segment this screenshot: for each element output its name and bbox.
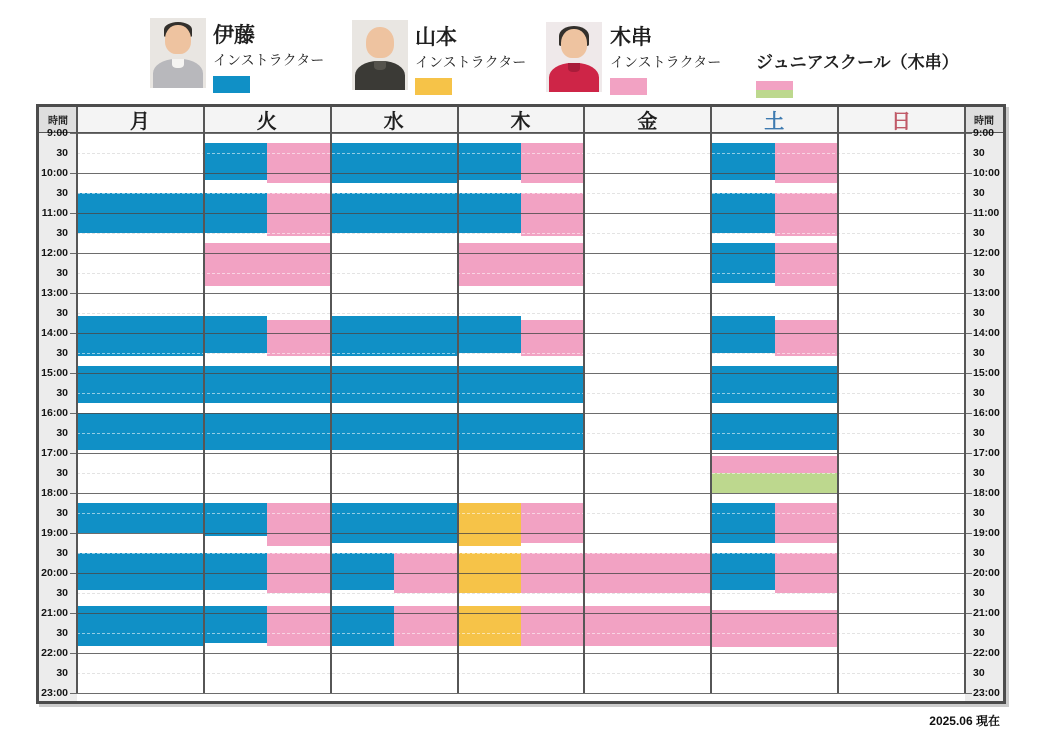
time-label: 11:00: [41, 207, 68, 219]
schedule-block-sat-9: [711, 413, 838, 450]
schedule-block-mon-2: [77, 366, 204, 403]
time-label: 30: [973, 147, 985, 159]
schedule-block-thu-4: [458, 243, 585, 286]
time-label: 30: [56, 387, 68, 399]
schedule-block-thu-5: [458, 316, 521, 353]
schedule-block-wed-5: [331, 503, 458, 543]
time-label: 10:00: [41, 167, 68, 179]
schedule-block-tue-8: [204, 413, 331, 450]
instructor-role: インストラクター: [213, 52, 325, 69]
schedule-block-mon-5: [77, 553, 204, 590]
day-header-sun: 日: [838, 107, 965, 132]
time-label: 30: [973, 667, 985, 679]
color-swatch-yellow: [415, 78, 452, 95]
schedule-block-mon-4: [77, 503, 204, 533]
junior-school-label: ジュニアスクール（木串）: [756, 53, 959, 72]
schedule-block-thu-1: [521, 143, 584, 183]
avatar-collar: [374, 61, 386, 70]
grid-line: [77, 193, 965, 194]
column-separator: [330, 107, 332, 693]
time-label: 30: [973, 547, 985, 559]
column-separator: [583, 107, 585, 693]
grid-line: [77, 513, 965, 514]
schedule-block-tue-5: [204, 316, 267, 353]
header-row: [39, 107, 1003, 133]
grid-line: [77, 313, 965, 314]
legend-text-kigushi: [610, 26, 721, 95]
grid-line: [70, 693, 972, 694]
day-header-mon: 月: [77, 107, 204, 132]
schedule-block-thu-7: [458, 366, 585, 403]
time-label: 16:00: [41, 407, 68, 419]
column-separator: [203, 107, 205, 693]
time-label: 30: [56, 227, 68, 239]
time-label: 23:00: [973, 687, 1000, 699]
time-label: 14:00: [41, 327, 68, 339]
avatar-head: [561, 29, 587, 58]
schedule-block-sat-11: [711, 473, 838, 493]
instructor-role: インストラクター: [610, 54, 722, 71]
schedule-block-tue-6: [267, 320, 330, 356]
grid-line: [77, 633, 965, 634]
time-label: 17:00: [973, 447, 1000, 459]
schedule-block-sat-10: [711, 456, 838, 473]
schedule-block-tue-3: [267, 193, 330, 236]
time-label: 20:00: [41, 567, 68, 579]
time-label: 30: [973, 467, 985, 479]
time-label: 19:00: [41, 527, 68, 539]
time-label: 30: [973, 227, 985, 239]
schedule-block-sat-7: [775, 320, 838, 356]
avatar-head: [165, 25, 191, 54]
time-label: 30: [973, 427, 985, 439]
instructor-photo-ito: [150, 18, 206, 88]
instructor-name: 伊藤: [213, 24, 255, 47]
day-header-sat: 土: [711, 107, 838, 132]
time-label: 30: [56, 507, 68, 519]
color-swatch-pink: [610, 78, 647, 95]
grid-line: [77, 673, 965, 674]
time-label: 30: [56, 147, 68, 159]
time-label: 30: [973, 347, 985, 359]
schedule-block-thu-6: [521, 320, 584, 356]
grid-line: [77, 233, 965, 234]
day-header-fri: 金: [584, 107, 711, 132]
time-label: 30: [973, 307, 985, 319]
column-separator: [964, 107, 966, 693]
time-label: 9:00: [973, 127, 995, 139]
avatar-collar: [172, 59, 184, 68]
color-swatch-blue: [213, 76, 250, 93]
column-separator: [76, 107, 78, 693]
column-separator: [837, 107, 839, 693]
schedule-block-sat-16: [711, 610, 838, 647]
time-label: 12:00: [41, 247, 68, 259]
schedule-block-thu-8: [458, 413, 585, 450]
junior-swatch-green: [756, 90, 793, 99]
day-header-thu: 木: [458, 107, 585, 132]
time-label: 30: [56, 347, 68, 359]
time-label: 30: [56, 627, 68, 639]
legend-text-yamamoto: [415, 26, 526, 95]
legend-item-yamamoto: [352, 20, 408, 90]
schedule-block-tue-11: [204, 553, 267, 590]
junior-swatch-pink: [756, 81, 793, 90]
schedule-block-wed-2: [331, 316, 458, 356]
time-label: 21:00: [41, 607, 68, 619]
schedule-block-wed-6: [331, 553, 394, 590]
schedule-block-tue-4: [204, 243, 331, 286]
schedule-block-sat-12: [711, 503, 774, 543]
avatar-head: [366, 27, 394, 58]
grid-line: [77, 273, 965, 274]
time-label: 30: [56, 667, 68, 679]
time-label: 12:00: [973, 247, 1000, 259]
time-label: 30: [56, 427, 68, 439]
avatar-collar: [568, 63, 580, 72]
time-label: 13:00: [973, 287, 1000, 299]
time-label: 14:00: [973, 327, 1000, 339]
instructor-name: 山本: [415, 26, 457, 49]
time-header-left: 時間: [39, 107, 77, 132]
schedule-block-sat-3: [775, 193, 838, 236]
schedule-block-sat-5: [775, 243, 838, 286]
schedule-block-wed-4: [331, 413, 458, 450]
schedule-block-mon-1: [77, 316, 204, 356]
grid-line: [77, 593, 965, 594]
time-label: 22:00: [41, 647, 68, 659]
instructor-photo-kigushi: [546, 22, 602, 92]
time-label: 19:00: [973, 527, 1000, 539]
column-separator: [457, 107, 459, 693]
time-label: 21:00: [973, 607, 1000, 619]
time-label: 30: [56, 187, 68, 199]
grid-wrap: [77, 133, 965, 701]
grid-line: [77, 353, 965, 354]
grid-line: [77, 553, 965, 554]
time-label: 16:00: [973, 407, 1000, 419]
time-label: 30: [973, 267, 985, 279]
time-label: 15:00: [973, 367, 1000, 379]
table-body: [39, 127, 1003, 701]
instructor-name: 木串: [610, 26, 652, 49]
time-label: 30: [56, 307, 68, 319]
time-header-right: 時間: [965, 107, 1003, 132]
schedule-block-thu-10: [521, 503, 584, 543]
schedule-block-wed-0: [331, 143, 458, 183]
time-column-left: [39, 127, 77, 701]
schedule-block-tue-0: [204, 143, 267, 180]
schedule-block-sat-1: [775, 143, 838, 183]
grid-line: [77, 433, 965, 434]
legend-item-junior-school: [756, 48, 959, 98]
grid-line: [77, 473, 965, 474]
legend-text-ito: [213, 24, 324, 93]
schedule-block-sat-0: [711, 143, 774, 180]
column-separator: [710, 107, 712, 693]
schedule-block-tue-10: [267, 503, 330, 546]
time-column-right: [965, 127, 1003, 701]
schedule-block-thu-9: [458, 503, 521, 546]
grid-line: [77, 153, 965, 154]
junior-school-swatch: [756, 81, 793, 98]
time-label: 11:00: [973, 207, 1000, 219]
schedule-block-tue-13: [204, 606, 267, 643]
schedule-grid: [77, 133, 965, 693]
time-label: 22:00: [973, 647, 1000, 659]
time-label: 30: [973, 587, 985, 599]
day-header-tue: 火: [204, 107, 331, 132]
footer-note: 2025.06 現在: [929, 714, 1000, 728]
schedule-block-tue-1: [267, 143, 330, 183]
time-label: 18:00: [973, 487, 1000, 499]
grid-line: [77, 393, 965, 394]
schedule-block-sat-6: [711, 316, 774, 353]
schedule-table: [36, 104, 1006, 704]
time-label: 30: [973, 187, 985, 199]
time-label: 30: [56, 547, 68, 559]
time-label: 13:00: [41, 287, 68, 299]
schedule-block-sat-13: [775, 503, 838, 543]
time-label: 30: [973, 387, 985, 399]
schedule-block-wed-3: [331, 366, 458, 403]
legend-item-ito: [150, 18, 206, 88]
instructor-role: インストラクター: [415, 54, 527, 71]
time-label: 15:00: [41, 367, 68, 379]
time-label: 18:00: [41, 487, 68, 499]
day-headers: [77, 107, 965, 132]
time-label: 30: [56, 587, 68, 599]
schedule-block-thu-0: [458, 143, 521, 180]
time-label: 30: [56, 267, 68, 279]
time-label: 30: [56, 467, 68, 479]
time-label: 30: [973, 507, 985, 519]
time-label: 20:00: [973, 567, 1000, 579]
schedule-block-sat-14: [711, 553, 774, 590]
time-label: 23:00: [41, 687, 68, 699]
schedule-block-tue-9: [204, 503, 267, 536]
schedule-block-thu-3: [521, 193, 584, 236]
schedule-block-sat-4: [711, 243, 774, 283]
schedule-block-tue-7: [204, 366, 331, 403]
schedule-block-sat-8: [711, 366, 838, 403]
time-label: 30: [973, 627, 985, 639]
time-label: 9:00: [46, 127, 68, 139]
time-label: 10:00: [973, 167, 1000, 179]
instructor-photo-yamamoto: [352, 20, 408, 90]
day-header-wed: 水: [331, 107, 458, 132]
time-label: 17:00: [41, 447, 68, 459]
schedule-block-mon-3: [77, 413, 204, 450]
legend-item-kigushi: [546, 22, 602, 92]
